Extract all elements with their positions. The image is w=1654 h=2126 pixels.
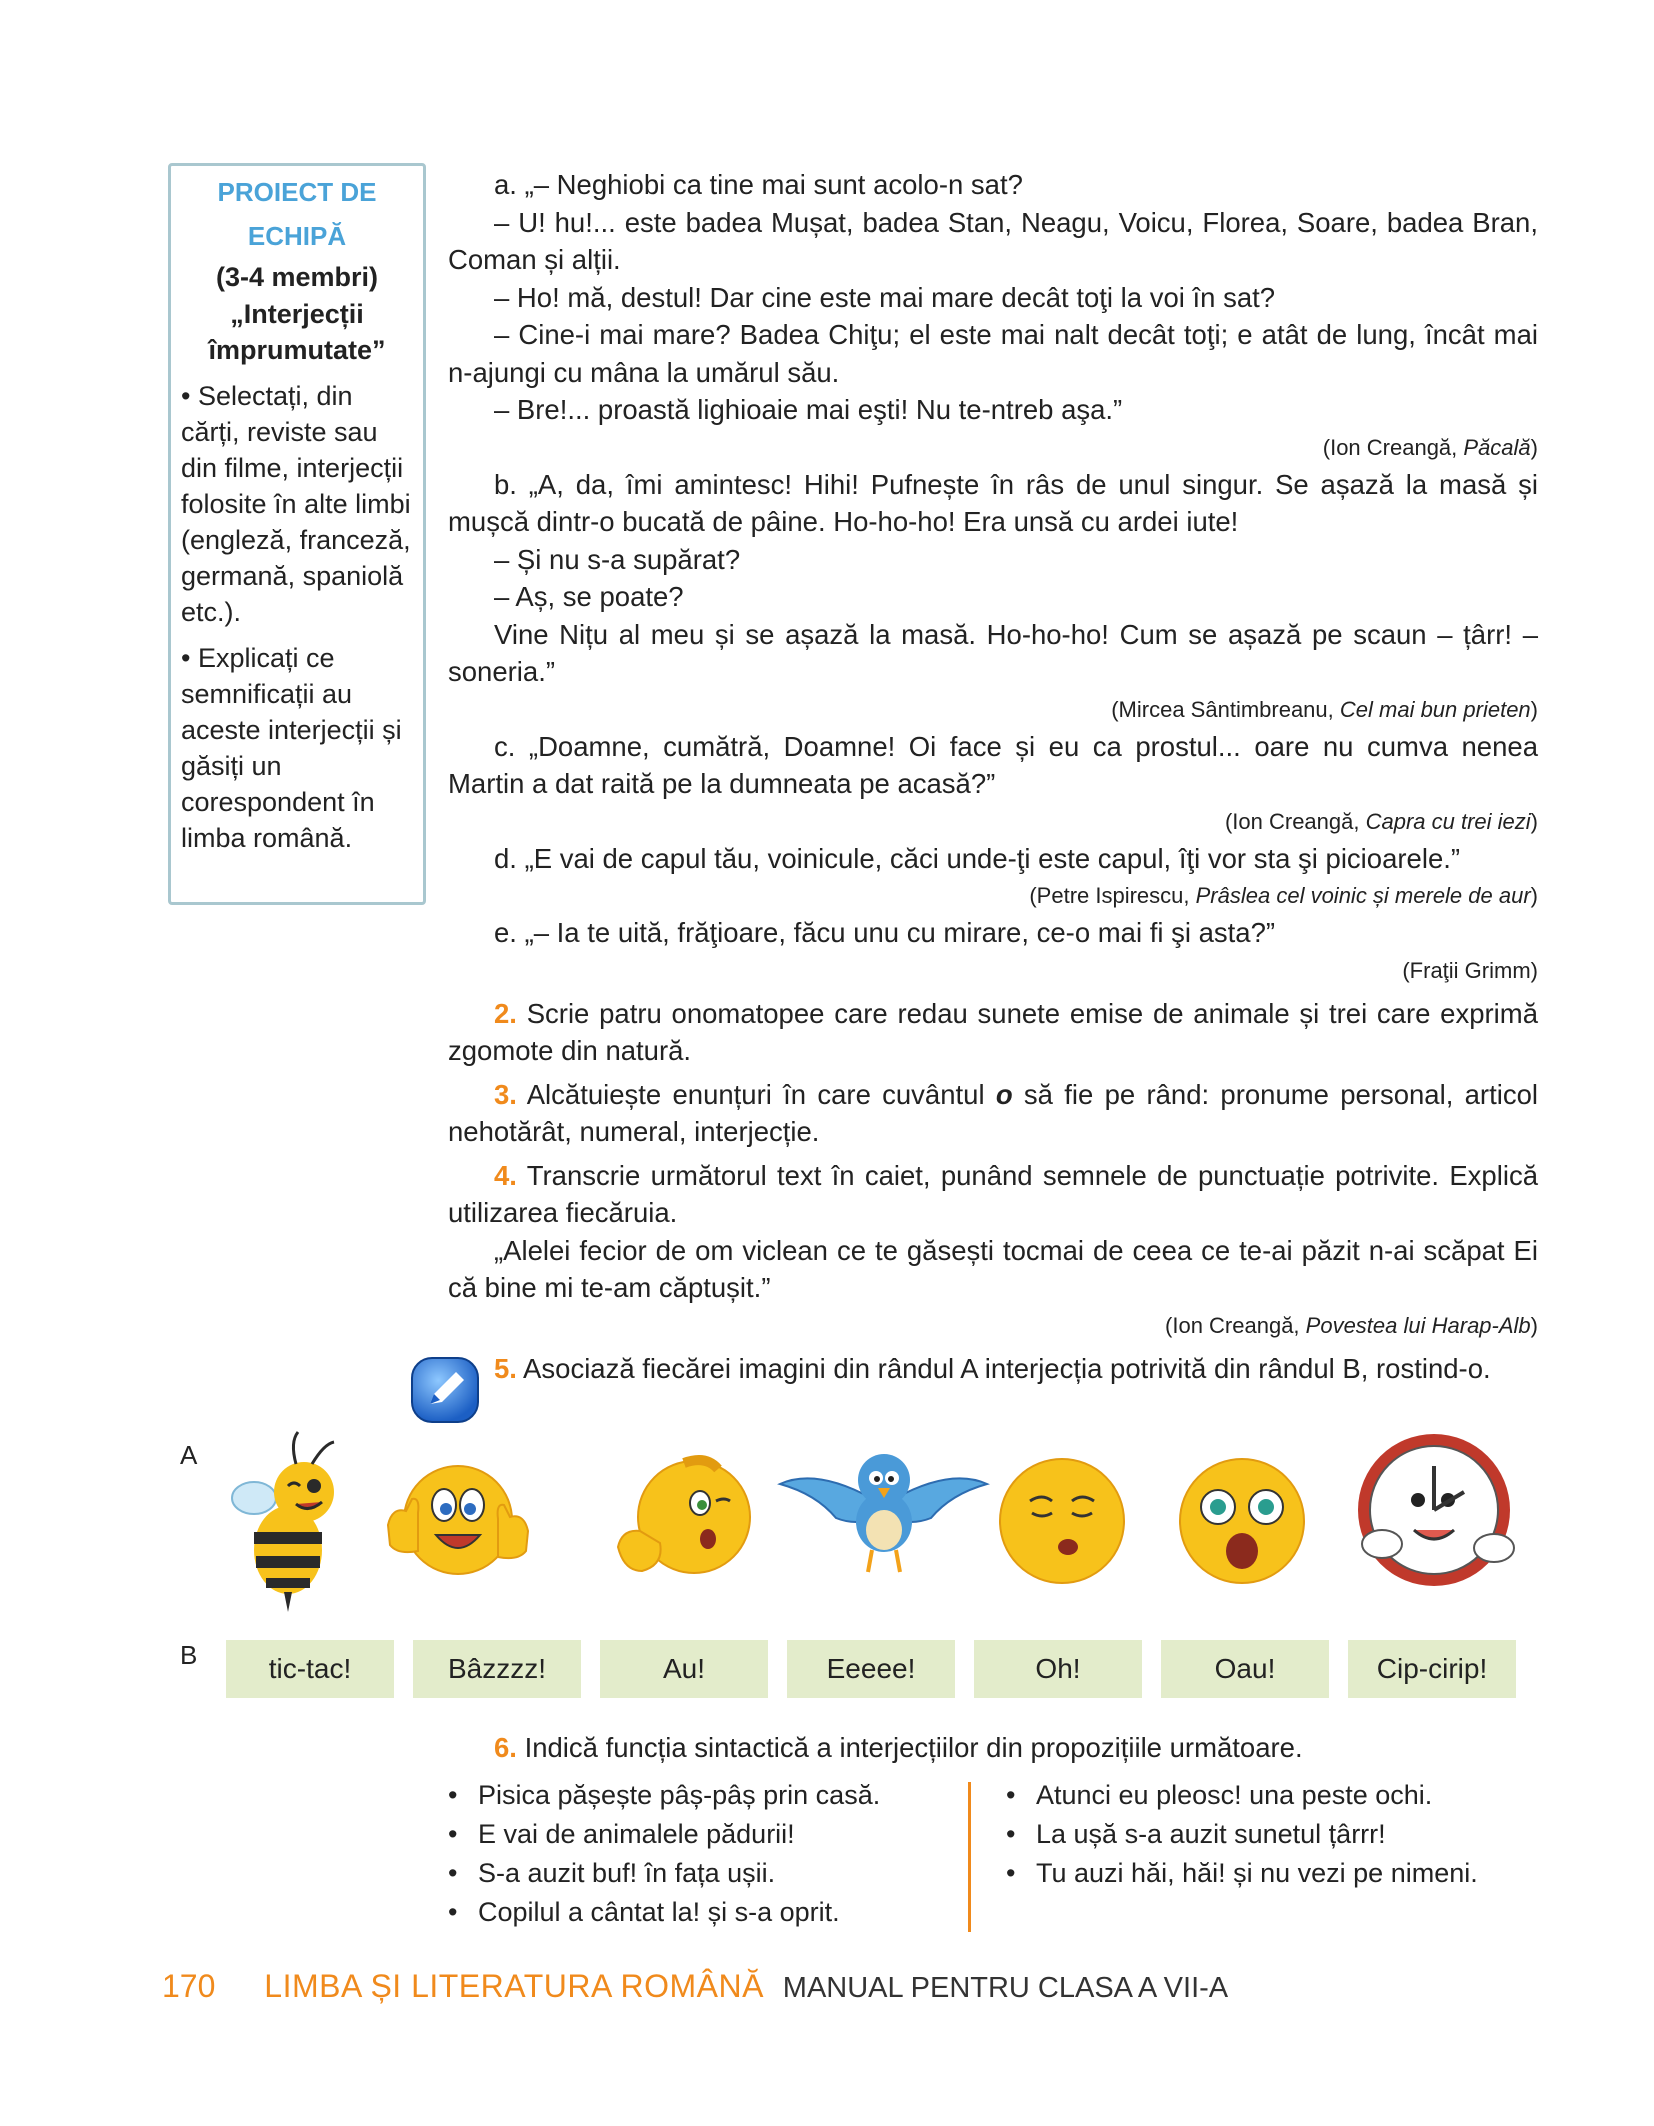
list-item: • Copilul a cântat la! și s-a oprit. <box>448 1893 880 1932</box>
list-item: • La ușă s-a auzit sunetul țârrr! <box>1006 1815 1478 1854</box>
pencil-icon <box>408 1354 484 1428</box>
answer-box-1[interactable]: tic-tac! <box>226 1640 394 1698</box>
answer-box-4[interactable]: Eeeee! <box>787 1640 955 1698</box>
question-5: 5. Asociază fiecărei imagini din rândul A interjecția potrivită din rândul B, rostind-o. <box>494 1352 1491 1384</box>
project-members: (3-4 membri) <box>215 262 379 292</box>
answer-box-5[interactable]: Oh! <box>974 1640 1142 1698</box>
ex-a-line5: – Bre!... proastă lighioaie mai eşti! Nu te-ntreb aşa.” <box>494 394 1123 425</box>
book-title: LIMBA ȘI LITERATURA ROMÂNĂ <box>264 1968 764 2004</box>
answer-box-7[interactable]: Cip-cirip! <box>1348 1640 1516 1698</box>
main-text <box>448 166 1538 1387</box>
ex-b-line2: – Și nu s-a supărat? <box>494 543 741 575</box>
list-item: • S-a auzit buf! în fața ușii. <box>448 1854 880 1893</box>
list-item: • Atunci eu pleosc! una peste ochi. <box>1006 1776 1478 1815</box>
question-2: 2. Scrie patru onomatopee care redau sunete emise de animale și trei care exprimă zgomote din natură. <box>448 997 1538 1066</box>
row-b-label: B <box>180 1640 198 1670</box>
thumbs-up-emoji-icon <box>378 1455 538 1585</box>
ex-c-source: (Ion Creangă, Capra cu trei iezi) <box>1224 808 1538 834</box>
project-bullet-1: • Selectați, din cărți, reviste sau din filme, interjecții folosite în alte limbi (engleză, franceză, germană, spaniolă etc.). <box>181 381 411 627</box>
ex-d-source: (Petre Ispirescu, Prâslea cel voinic și merele de aur) <box>1029 883 1538 908</box>
question-4-quote: „Alelei fecior de om viclean ce te găsești tocmai de ceea ce te-ai păzit n-ai scăpat Ei că bine mi te-am căptușit.” <box>448 1234 1538 1303</box>
ex-b-line3: – Aș, se poate? <box>494 581 684 612</box>
ex-e-source: (Fraţii Grimm) <box>1402 957 1538 983</box>
question-4-source: (Ion Creangă, Povestea lui Harap-Alb) <box>1165 1312 1538 1338</box>
question-4: 4. Transcrie următorul text în caiet, punând semnele de punctuație potrivite. Explică utilizarea fiecăruia. <box>448 1159 1538 1228</box>
project-header-line2: ECHIPĂ <box>247 221 347 251</box>
ex-b-line4: Vine Nițu al meu și se așază la masă. Ho-ho-ho! Cum se așază pe scaun – țârr! – soneria.” <box>448 618 1538 687</box>
surprised-emoji-icon <box>1172 1455 1312 1587</box>
ex-b-line1: b. „A, da, îmi amintesc! Hihi! Pufnește în râs de unul singur. Se așază la masă și mușcă dintr-o bucată de pâine. Ho-ho-ho! Era unsă cu ardei iute! <box>448 468 1538 537</box>
page-number: 170 <box>162 1968 216 2004</box>
ex-a-line2: – U! hu!... este badea Mușat, badea Stan, Neagu, Voicu, Florea, Soare, badea Bran, Coman și alții. <box>448 206 1538 275</box>
ex-c-line1: c. „Doamne, cumătră, Doamne! Oi face și eu ca prostul... oare nu cumva nenea Martin a dat raită pe la dumneata pe acasă?” <box>448 730 1538 799</box>
ex-a-line3: – Ho! mă, destul! Dar cine este mai mare decât toţi la voi în sat? <box>494 281 1276 313</box>
bird-icon <box>776 1438 991 1580</box>
answer-box-2[interactable]: Bâzzzz! <box>413 1640 581 1698</box>
page-footer <box>162 1968 1228 2005</box>
bee-icon <box>226 1420 351 1615</box>
answer-box-6[interactable]: Oau! <box>1161 1640 1329 1698</box>
q6-right-list <box>1006 1776 1478 1893</box>
worried-emoji-icon <box>992 1455 1132 1587</box>
clock-icon <box>1348 1430 1518 1595</box>
question-6: 6. Indică funcția sintactică a interjecțiilor din propozițiile următoare. <box>494 1732 1303 1763</box>
project-bullet-2: • Explicați ce semnificații au aceste interjecții și găsiți un corespondent în limba română. <box>181 643 402 853</box>
q6-left-list <box>448 1776 880 1932</box>
list-item: • Tu auzi hăi, hăi! și nu vezi pe nimeni. <box>1006 1854 1478 1893</box>
list-item: • Pisica pășește pâș-pâș prin casă. <box>448 1776 880 1815</box>
ex-e-line1: e. „– Ia te uită, frăţioare, făcu unu cu mirare, ce-o mai fi şi asta?” <box>494 917 1276 948</box>
ex-b-source: (Mircea Sântimbreanu, Cel mai bun prieten) <box>1111 696 1538 722</box>
project-title: „Interjecții împrumutate” <box>208 299 386 365</box>
hurt-emoji-icon <box>612 1455 762 1585</box>
ex-a-line1: a. „– Neghiobi ca tine mai sunt acolo-n sat? <box>494 169 1023 200</box>
list-item: • E vai de animalele pădurii! <box>448 1815 880 1854</box>
question-3: 3. Alcătuiește enunțuri în care cuvântul o să fie pe rând: pronume personal, articol nehotărât, numeral, interjecție. <box>448 1078 1538 1147</box>
book-subtitle: MANUAL PENTRU CLASA A VII-A <box>782 1972 1229 2004</box>
team-project-box <box>168 163 426 905</box>
row-a-label: A <box>180 1440 198 1470</box>
answer-box-3[interactable]: Au! <box>600 1640 768 1698</box>
column-divider <box>968 1782 971 1932</box>
ex-a-source: (Ion Creangă, Păcală) <box>1322 434 1538 460</box>
ex-d-line1: d. „E vai de capul tău, voinicule, căci unde-ţi este capul, îţi vor sta şi picioarele.” <box>494 842 1461 874</box>
project-header-line1: PROIECT DE <box>217 177 377 207</box>
ex-a-line4: – Cine-i mai mare? Badea Chiţu; el este mai nalt decât toţi; e atât de lung, încât mai n-ajungi cu mâna la umărul său. <box>448 319 1538 388</box>
